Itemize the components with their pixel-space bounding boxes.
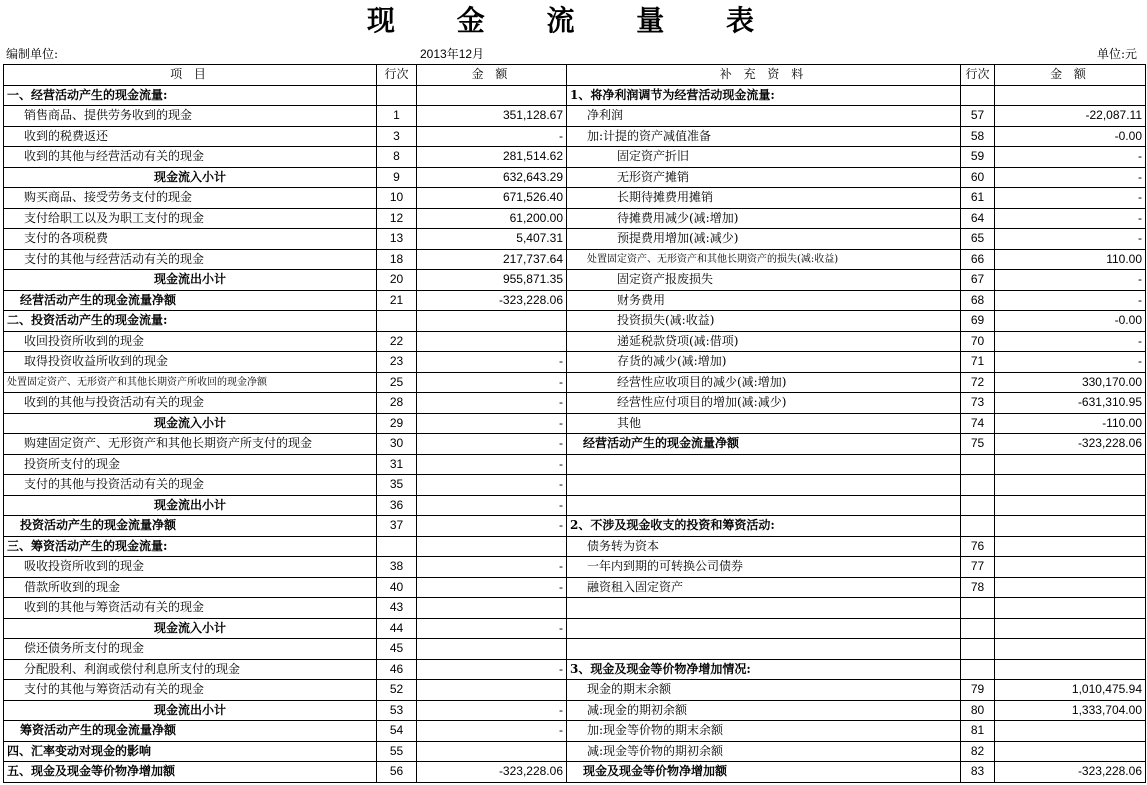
supp-amount bbox=[995, 659, 1146, 680]
amount: 5,407.31 bbox=[417, 229, 567, 250]
item-label: 吸收投资所收到的现金 bbox=[4, 557, 377, 578]
supp-amount: - bbox=[995, 188, 1146, 209]
row-no: 46 bbox=[377, 659, 417, 680]
table-row bbox=[4, 413, 1146, 434]
supp-row-no bbox=[961, 85, 995, 106]
supp-amount bbox=[995, 85, 1146, 106]
supp-label: 投资损失(减:收益) bbox=[567, 311, 961, 332]
supp-label bbox=[567, 454, 961, 475]
compiling-unit-label: 编制单位: bbox=[6, 47, 59, 61]
row-no: 28 bbox=[377, 393, 417, 414]
amount: 281,514.62 bbox=[417, 147, 567, 168]
table-row bbox=[4, 106, 1146, 127]
item-label: 借款所收到的现金 bbox=[4, 577, 377, 598]
table-row bbox=[4, 454, 1146, 475]
supp-row-no: 68 bbox=[961, 290, 995, 311]
amount: - bbox=[417, 516, 567, 537]
supp-label: 其他 bbox=[567, 413, 961, 434]
row-no: 54 bbox=[377, 721, 417, 742]
row-no: 37 bbox=[377, 516, 417, 537]
supp-row-no bbox=[961, 639, 995, 660]
amount: - bbox=[417, 352, 567, 373]
row-no: 43 bbox=[377, 598, 417, 619]
supp-row-no: 76 bbox=[961, 536, 995, 557]
currency-unit: 单位:元 bbox=[1096, 47, 1137, 61]
header-amount: 金 额 bbox=[417, 65, 567, 86]
row-no: 44 bbox=[377, 618, 417, 639]
row-no: 31 bbox=[377, 454, 417, 475]
row-no: 22 bbox=[377, 331, 417, 352]
supp-amount bbox=[995, 598, 1146, 619]
supp-amount bbox=[995, 618, 1146, 639]
supp-label: 无形资产摊销 bbox=[567, 167, 961, 188]
supp-amount: - bbox=[995, 270, 1146, 291]
supp-amount: 1,333,704.00 bbox=[995, 700, 1146, 721]
item-label: 现金流出小计 bbox=[4, 700, 377, 721]
supp-label: 长期待摊费用摊销 bbox=[567, 188, 961, 209]
item-label: 支付的其他与投资活动有关的现金 bbox=[4, 475, 377, 496]
supp-amount: - bbox=[995, 229, 1146, 250]
row-no bbox=[377, 85, 417, 106]
supp-row-no: 57 bbox=[961, 106, 995, 127]
amount: -323,228.06 bbox=[417, 762, 567, 783]
amount: - bbox=[417, 700, 567, 721]
item-label: 投资活动产生的现金流量净额 bbox=[4, 516, 377, 537]
table-row bbox=[4, 290, 1146, 311]
supp-label: 2、不涉及现金收支的投资和筹资活动: bbox=[567, 516, 961, 537]
item-label: 取得投资收益所收到的现金 bbox=[4, 352, 377, 373]
supp-row-no: 75 bbox=[961, 434, 995, 455]
supp-label bbox=[567, 618, 961, 639]
supp-row-no: 80 bbox=[961, 700, 995, 721]
amount: - bbox=[417, 721, 567, 742]
supp-amount bbox=[995, 475, 1146, 496]
row-no: 18 bbox=[377, 249, 417, 270]
row-no: 55 bbox=[377, 741, 417, 762]
supp-label: 一年内到期的可转换公司债券 bbox=[567, 557, 961, 578]
row-no bbox=[377, 536, 417, 557]
amount bbox=[417, 680, 567, 701]
row-no: 45 bbox=[377, 639, 417, 660]
table-row bbox=[4, 249, 1146, 270]
item-label: 偿还债务所支付的现金 bbox=[4, 639, 377, 660]
item-label: 经营活动产生的现金流量净额 bbox=[4, 290, 377, 311]
item-label: 现金流出小计 bbox=[4, 495, 377, 516]
supp-label: 1、将净利润调节为经营活动现金流量: bbox=[567, 85, 961, 106]
item-label: 支付给职工以及为职工支付的现金 bbox=[4, 208, 377, 229]
amount: - bbox=[417, 454, 567, 475]
supp-amount: -110.00 bbox=[995, 413, 1146, 434]
row-no: 12 bbox=[377, 208, 417, 229]
amount: - bbox=[417, 557, 567, 578]
supp-amount: -22,087.11 bbox=[995, 106, 1146, 127]
table-row bbox=[4, 208, 1146, 229]
supp-row-no bbox=[961, 475, 995, 496]
supp-amount bbox=[995, 639, 1146, 660]
amount: - bbox=[417, 393, 567, 414]
table-row bbox=[4, 516, 1146, 537]
supp-label: 递延税款贷项(减:借项) bbox=[567, 331, 961, 352]
page-title: 现 金 流 量 表 bbox=[367, 4, 780, 37]
amount: - bbox=[417, 659, 567, 680]
supp-row-no bbox=[961, 454, 995, 475]
cash-flow-table bbox=[3, 64, 1146, 783]
table-row bbox=[4, 188, 1146, 209]
supp-label: 待摊费用减少(减:增加) bbox=[567, 208, 961, 229]
item-label: 支付的其他与筹资活动有关的现金 bbox=[4, 680, 377, 701]
item-label: 购建固定资产、无形资产和其他长期资产所支付的现金 bbox=[4, 434, 377, 455]
supp-label: 固定资产折旧 bbox=[567, 147, 961, 168]
table-row bbox=[4, 475, 1146, 496]
supp-amount: 1,010,475.94 bbox=[995, 680, 1146, 701]
item-label: 现金流入小计 bbox=[4, 413, 377, 434]
table-row bbox=[4, 167, 1146, 188]
amount bbox=[417, 85, 567, 106]
header-supp-amount: 金 额 bbox=[995, 65, 1146, 86]
supp-row-no: 81 bbox=[961, 721, 995, 742]
supp-row-no: 58 bbox=[961, 126, 995, 147]
table-row bbox=[4, 352, 1146, 373]
supp-amount: -323,228.06 bbox=[995, 434, 1146, 455]
amount bbox=[417, 741, 567, 762]
supp-row-no: 79 bbox=[961, 680, 995, 701]
row-no: 36 bbox=[377, 495, 417, 516]
item-label: 收到的其他与经营活动有关的现金 bbox=[4, 147, 377, 168]
supp-amount: -0.00 bbox=[995, 126, 1146, 147]
table-row bbox=[4, 741, 1146, 762]
supp-row-no: 60 bbox=[961, 167, 995, 188]
amount: - bbox=[417, 618, 567, 639]
supp-row-no bbox=[961, 618, 995, 639]
supp-row-no: 64 bbox=[961, 208, 995, 229]
supp-amount bbox=[995, 516, 1146, 537]
item-label: 购买商品、接受劳务支付的现金 bbox=[4, 188, 377, 209]
supp-row-no: 67 bbox=[961, 270, 995, 291]
table-row bbox=[4, 270, 1146, 291]
header-item: 项 目 bbox=[4, 65, 377, 86]
header-supplementary: 补 充 资 料 bbox=[567, 65, 961, 86]
table-row bbox=[4, 331, 1146, 352]
item-label: 处置固定资产、无形资产和其他长期资产所收回的现金净额 bbox=[4, 372, 377, 393]
amount: 61,200.00 bbox=[417, 208, 567, 229]
item-label: 收到的其他与筹资活动有关的现金 bbox=[4, 598, 377, 619]
item-label: 现金流入小计 bbox=[4, 618, 377, 639]
item-label: 销售商品、提供劳务收到的现金 bbox=[4, 106, 377, 127]
supp-row-no bbox=[961, 659, 995, 680]
table-row bbox=[4, 434, 1146, 455]
item-label: 筹资活动产生的现金流量净额 bbox=[4, 721, 377, 742]
amount: -323,228.06 bbox=[417, 290, 567, 311]
supp-amount: - bbox=[995, 331, 1146, 352]
supp-row-no bbox=[961, 516, 995, 537]
table-row bbox=[4, 618, 1146, 639]
supp-row-no: 78 bbox=[961, 577, 995, 598]
table-row bbox=[4, 598, 1146, 619]
item-label: 投资所支付的现金 bbox=[4, 454, 377, 475]
supp-amount: - bbox=[995, 167, 1146, 188]
row-no: 29 bbox=[377, 413, 417, 434]
supp-label: 现金的期末余额 bbox=[567, 680, 961, 701]
row-no: 40 bbox=[377, 577, 417, 598]
table-row bbox=[4, 659, 1146, 680]
supp-row-no: 66 bbox=[961, 249, 995, 270]
supp-label: 融资租入固定资产 bbox=[567, 577, 961, 598]
item-label: 三、筹资活动产生的现金流量: bbox=[4, 536, 377, 557]
supp-label: 减:现金等价物的期初余额 bbox=[567, 741, 961, 762]
amount bbox=[417, 598, 567, 619]
table-row bbox=[4, 762, 1146, 783]
amount: 351,128.67 bbox=[417, 106, 567, 127]
amount: 632,643.29 bbox=[417, 167, 567, 188]
amount: 217,737.64 bbox=[417, 249, 567, 270]
item-label: 分配股利、利润或偿付利息所支付的现金 bbox=[4, 659, 377, 680]
supp-row-no: 70 bbox=[961, 331, 995, 352]
item-label: 收到的税费返还 bbox=[4, 126, 377, 147]
amount bbox=[417, 639, 567, 660]
row-no: 10 bbox=[377, 188, 417, 209]
supp-label: 债务转为资本 bbox=[567, 536, 961, 557]
supp-label: 预提费用增加(减:减少) bbox=[567, 229, 961, 250]
supp-row-no: 77 bbox=[961, 557, 995, 578]
amount bbox=[417, 311, 567, 332]
supp-amount bbox=[995, 454, 1146, 475]
row-no: 13 bbox=[377, 229, 417, 250]
item-label: 收到的其他与投资活动有关的现金 bbox=[4, 393, 377, 414]
row-no: 20 bbox=[377, 270, 417, 291]
supp-amount: 110.00 bbox=[995, 249, 1146, 270]
item-label: 二、投资活动产生的现金流量: bbox=[4, 311, 377, 332]
supp-label: 存货的减少(减:增加) bbox=[567, 352, 961, 373]
supp-amount: - bbox=[995, 290, 1146, 311]
item-label: 支付的各项税费 bbox=[4, 229, 377, 250]
table-row bbox=[4, 126, 1146, 147]
table-row bbox=[4, 577, 1146, 598]
supp-amount: -631,310.95 bbox=[995, 393, 1146, 414]
supp-amount: - bbox=[995, 352, 1146, 373]
row-no: 25 bbox=[377, 372, 417, 393]
amount bbox=[417, 536, 567, 557]
supp-label bbox=[567, 475, 961, 496]
supp-label: 经营性应付项目的增加(减:减少) bbox=[567, 393, 961, 414]
table-row bbox=[4, 85, 1146, 106]
item-label: 收回投资所收到的现金 bbox=[4, 331, 377, 352]
item-label: 四、汇率变动对现金的影响 bbox=[4, 741, 377, 762]
item-label: 一、经营活动产生的现金流量: bbox=[4, 85, 377, 106]
amount: - bbox=[417, 372, 567, 393]
table-row bbox=[4, 393, 1146, 414]
amount: - bbox=[417, 495, 567, 516]
amount: - bbox=[417, 434, 567, 455]
item-label: 支付的其他与经营活动有关的现金 bbox=[4, 249, 377, 270]
row-no: 9 bbox=[377, 167, 417, 188]
row-no: 35 bbox=[377, 475, 417, 496]
supp-amount bbox=[995, 495, 1146, 516]
supp-label bbox=[567, 495, 961, 516]
amount: 955,871.35 bbox=[417, 270, 567, 291]
supp-amount: 330,170.00 bbox=[995, 372, 1146, 393]
supp-label: 经营性应收项目的减少(减:增加) bbox=[567, 372, 961, 393]
row-no: 38 bbox=[377, 557, 417, 578]
table-row bbox=[4, 147, 1146, 168]
row-no bbox=[377, 311, 417, 332]
row-no: 8 bbox=[377, 147, 417, 168]
supp-row-no: 69 bbox=[961, 311, 995, 332]
supp-label: 加:现金等价物的期末余额 bbox=[567, 721, 961, 742]
supp-row-no: 61 bbox=[961, 188, 995, 209]
supp-row-no: 59 bbox=[961, 147, 995, 168]
item-label: 现金流出小计 bbox=[4, 270, 377, 291]
supp-amount bbox=[995, 721, 1146, 742]
row-no: 52 bbox=[377, 680, 417, 701]
supp-label: 现金及现金等价物净增加额 bbox=[567, 762, 961, 783]
supp-amount: - bbox=[995, 208, 1146, 229]
table-header-row bbox=[4, 65, 1146, 86]
supp-label: 3、现金及现金等价物净增加情况: bbox=[567, 659, 961, 680]
supp-row-no: 74 bbox=[961, 413, 995, 434]
supp-amount bbox=[995, 557, 1146, 578]
supp-label: 减:现金的期初余额 bbox=[567, 700, 961, 721]
supp-amount bbox=[995, 577, 1146, 598]
supp-row-no: 82 bbox=[961, 741, 995, 762]
amount: - bbox=[417, 577, 567, 598]
supp-row-no bbox=[961, 495, 995, 516]
supp-label: 经营活动产生的现金流量净额 bbox=[567, 434, 961, 455]
table-row bbox=[4, 639, 1146, 660]
amount: - bbox=[417, 475, 567, 496]
header-row-no: 行次 bbox=[377, 65, 417, 86]
row-no: 30 bbox=[377, 434, 417, 455]
table-row bbox=[4, 311, 1146, 332]
header-supp-row-no: 行次 bbox=[961, 65, 995, 86]
supp-row-no bbox=[961, 598, 995, 619]
supp-row-no: 83 bbox=[961, 762, 995, 783]
supp-row-no: 71 bbox=[961, 352, 995, 373]
amount: - bbox=[417, 413, 567, 434]
amount: 671,526.40 bbox=[417, 188, 567, 209]
supp-row-no: 72 bbox=[961, 372, 995, 393]
row-no: 53 bbox=[377, 700, 417, 721]
table-row bbox=[4, 495, 1146, 516]
table-row bbox=[4, 700, 1146, 721]
table-row bbox=[4, 557, 1146, 578]
supp-amount: -0.00 bbox=[995, 311, 1146, 332]
row-no: 21 bbox=[377, 290, 417, 311]
row-no: 56 bbox=[377, 762, 417, 783]
row-no: 23 bbox=[377, 352, 417, 373]
row-no: 1 bbox=[377, 106, 417, 127]
supp-amount bbox=[995, 536, 1146, 557]
table-row bbox=[4, 721, 1146, 742]
supp-amount: - bbox=[995, 147, 1146, 168]
supp-amount bbox=[995, 741, 1146, 762]
supp-label: 加:计提的资产减值准备 bbox=[567, 126, 961, 147]
supp-row-no: 73 bbox=[961, 393, 995, 414]
item-label: 五、现金及现金等价物净增加额 bbox=[4, 762, 377, 783]
table-row bbox=[4, 229, 1146, 250]
table-row bbox=[4, 680, 1146, 701]
supp-label bbox=[567, 598, 961, 619]
supp-label: 处置固定资产、无形资产和其他长期资产的损失(减:收益) bbox=[567, 249, 961, 270]
row-no: 3 bbox=[377, 126, 417, 147]
table-row bbox=[4, 536, 1146, 557]
supp-label: 固定资产报废损失 bbox=[567, 270, 961, 291]
supp-amount: -323,228.06 bbox=[995, 762, 1146, 783]
supp-row-no: 65 bbox=[961, 229, 995, 250]
item-label: 现金流入小计 bbox=[4, 167, 377, 188]
amount bbox=[417, 331, 567, 352]
report-date: 2013年12月 bbox=[420, 47, 485, 61]
amount: - bbox=[417, 126, 567, 147]
supp-label bbox=[567, 639, 961, 660]
table-row bbox=[4, 372, 1146, 393]
supp-label: 财务费用 bbox=[567, 290, 961, 311]
supp-label: 净利润 bbox=[567, 106, 961, 127]
